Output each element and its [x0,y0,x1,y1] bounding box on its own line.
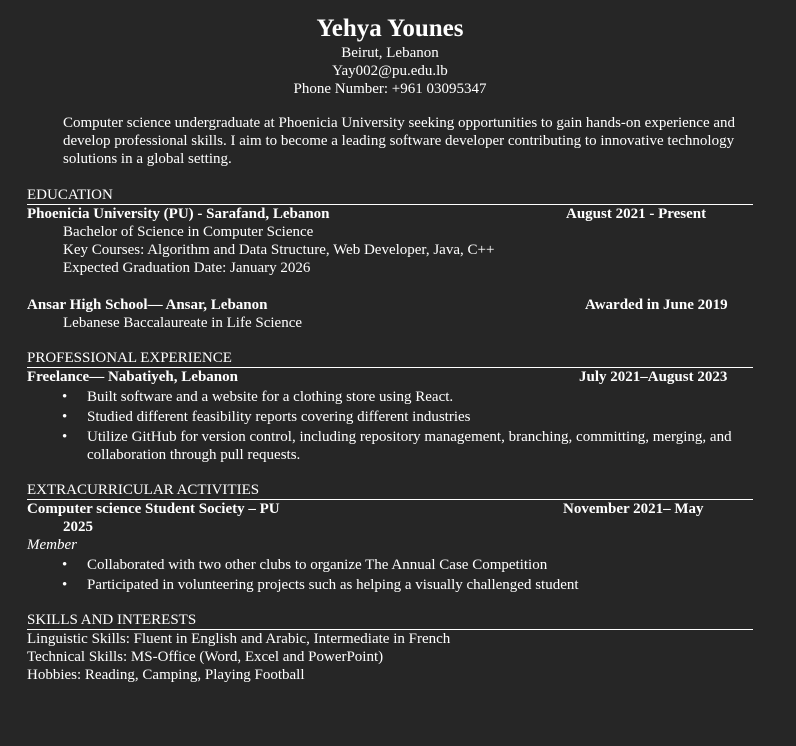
experience-entry-head [27,368,753,386]
summary-paragraph[interactable]: Computer science undergraduate at Phoenicia University seeking opportunities to gain hands-on experience and develop professional skills. I aim to become a leading software developer contributing to innovative technology solutions in a global setting. [63,115,736,167]
activity-date-continued[interactable]: 2025 [63,519,93,535]
candidate-location[interactable]: Beirut, Lebanon [341,45,439,61]
education-degree[interactable]: Bachelor of Science in Computer Science [63,224,314,240]
experience-bullet[interactable]: • Built software and a website for a clothing store using React. [87,388,753,406]
skills-linguistic[interactable]: Linguistic Skills: Fluent in English and Arabic, Intermediate in French [27,631,451,647]
education-date[interactable]: August 2021 - Present [566,206,707,222]
activity-bullet[interactable]: • Participated in volunteering projects such as helping a visually challenged student [87,576,753,594]
education-entry-head [27,296,753,314]
activity-date[interactable]: November 2021– May [563,501,704,517]
experience-bullet[interactable]: • Utilize GitHub for version control, including repository management, branching, committing, merging, and collaboration through pull requests. [87,428,753,464]
education-institution[interactable]: Phoenicia University (PU) - Sarafand, Lebanon [27,206,330,222]
education-entry [27,296,753,332]
spacer [27,277,753,296]
education-degree[interactable]: Lebanese Baccalaureate in Life Science [63,315,303,331]
activity-entry-head [27,500,753,518]
activity-entry [27,500,753,594]
skills-technical[interactable]: Technical Skills: MS-Office (Word, Excel and PowerPoint) [27,649,384,665]
education-entry-head [27,205,753,223]
activity-organization[interactable]: Computer science Student Society – PU [27,501,280,517]
candidate-name[interactable]: Yehya Younes [316,15,464,42]
resume-document[interactable] [27,14,753,684]
education-graduation[interactable]: Expected Graduation Date: January 2026 [63,260,311,276]
education-date[interactable]: Awarded in June 2019 [585,297,728,313]
education-section-title[interactable]: EDUCATION [27,186,753,205]
education-entry [27,205,753,277]
experience-organization[interactable]: Freelance— Nabatiyeh, Lebanon [27,369,238,385]
experience-section-title[interactable]: PROFESSIONAL EXPERIENCE [27,349,753,368]
skills-list [27,630,753,684]
skills-hobbies[interactable]: Hobbies: Reading, Camping, Playing Football [27,667,305,683]
candidate-email[interactable]: Yay002@pu.edu.lb [332,63,448,79]
education-institution[interactable]: Ansar High School— Ansar, Lebanon [27,297,268,313]
education-courses[interactable]: Key Courses: Algorithm and Data Structure, Web Developer, Java, C++ [63,242,495,258]
experience-entry [27,368,753,464]
activity-bullet[interactable]: • Collaborated with two other clubs to organize The Annual Case Competition [87,556,753,574]
activity-role[interactable]: Member [27,537,77,553]
activities-section-title[interactable]: EXTRACURRICULAR ACTIVITIES [27,481,753,500]
candidate-phone[interactable]: Phone Number: +961 03095347 [293,81,487,97]
skills-section-title[interactable]: SKILLS AND INTERESTS [27,611,753,630]
experience-bullet[interactable]: • Studied different feasibility reports covering different industries [87,408,753,426]
resume-header [27,14,753,98]
experience-date[interactable]: July 2021–August 2023 [579,369,728,385]
activity-bullet-list [27,556,753,594]
experience-bullet-list [27,388,753,464]
